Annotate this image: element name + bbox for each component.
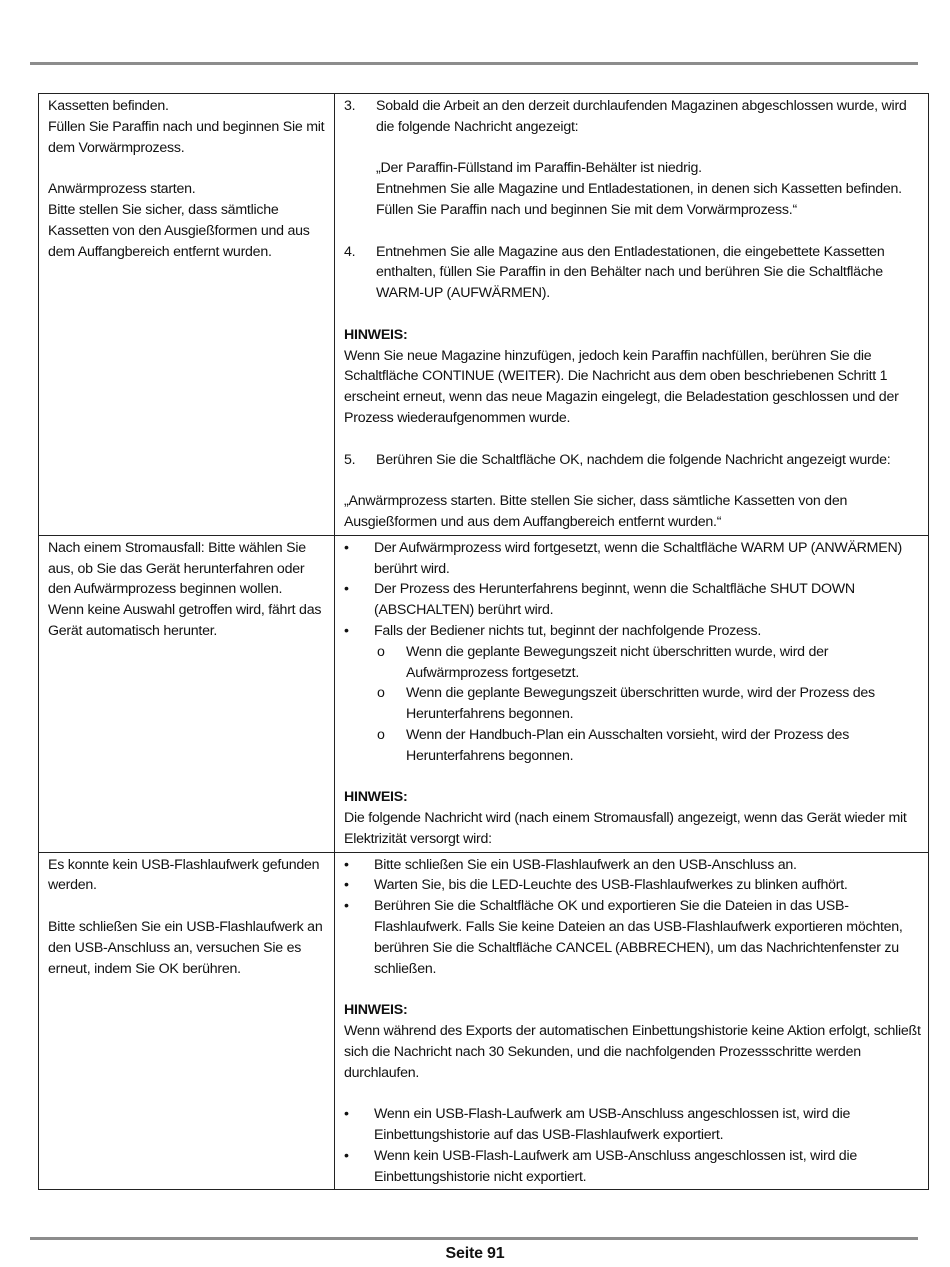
note-text: Die folgende Nachricht wird (nach einem Stromausfall) angezeigt, wenn das Gerät wieder mit Elektrizität versorgt wird: — [344, 810, 907, 847]
list-item — [374, 725, 922, 767]
list-item-text: Falls der Bediener nichts tut, beginnt der nachfolgende Prozess. — [374, 622, 762, 639]
note-title: HINWEIS: — [344, 1002, 408, 1019]
list-item-text: Bitte schließen Sie ein USB-Flashlaufwerk an den USB-Anschluss an. — [374, 856, 797, 873]
message-line: Bitte stellen Sie sicher, dass sämtliche Kassetten von den Ausgießformen und aus dem Auffangbereich entfernt wurden. — [48, 201, 310, 260]
message-line: Füllen Sie Paraffin nach und beginnen Sie mit dem Vorwärmprozess. — [48, 118, 325, 156]
table-row — [39, 94, 929, 536]
list-item-text: Berühren Sie die Schaltfläche OK und exportieren Sie die Dateien in das USB-Flashlaufwerk. Falls Sie keine Dateien an das USB-Flashlaufwerk exportieren möchten, berühren Sie die Schaltfläche CANCEL (ABBRECHEN), um das Nachrichtenfenster zu schließen. — [374, 898, 903, 977]
circle-bullet-icon: o — [377, 643, 385, 660]
list-item-text: Der Prozess des Herunterfahrens beginnt, wenn die Schaltfläche SHUT DOWN (ABSCHALTEN) berührt wird. — [374, 581, 855, 619]
bullet-icon: • — [344, 581, 349, 598]
footer-rule — [30, 1237, 918, 1240]
step-text: Entnehmen Sie alle Magazine aus den Entladestationen, die eingebettete Kassetten enthalten, füllen Sie Paraffin in den Behälter nach und berühren Sie die Schaltfläche WARM-UP (AUFWÄRMEN). — [376, 243, 885, 302]
message-line: Wenn keine Auswahl getroffen wird, fährt das Gerät automatisch herunter. — [48, 602, 322, 639]
spacer — [344, 221, 922, 242]
message-cell — [39, 852, 335, 1190]
quoted-message — [344, 158, 922, 220]
message-table — [38, 93, 929, 1190]
list-item — [344, 855, 922, 876]
bullet-icon: • — [344, 856, 349, 873]
header-rule — [30, 62, 918, 65]
list-item-text: Wenn kein USB-Flash-Laufwerk am USB-Anschluss angeschlossen ist, wird die Einbettungshistorie nicht exportiert. — [374, 1147, 857, 1185]
action-cell — [335, 94, 929, 536]
list-item — [344, 579, 922, 621]
list-item — [344, 1146, 922, 1188]
action-cell — [335, 535, 929, 852]
table-row — [39, 852, 929, 1190]
bullet-icon: • — [344, 622, 349, 639]
message-line: Kassetten befinden. — [48, 98, 169, 114]
bullet-list — [344, 855, 922, 980]
note-title: HINWEIS: — [344, 326, 408, 343]
quoted-line: Entnehmen Sie alle Magazine und Entladestationen, in denen sich Kassetten befinden. Füllen Sie Paraffin nach und beginnen Sie mit dem Vorwärmprozess.“ — [376, 181, 902, 218]
step-text: Sobald die Arbeit an den derzeit durchlaufenden Magazinen abgeschlossen wurde, wird die folgende Nachricht angezeigt: — [376, 98, 907, 135]
list-item — [344, 875, 922, 896]
circle-bullet-icon: o — [377, 685, 385, 702]
final-message: „Anwärmprozess starten. Bitte stellen Sie sicher, dass sämtliche Kassetten von den Ausgießformen und aus dem Auffangbereich entfernt wurden.“ — [344, 493, 848, 530]
step-item — [344, 450, 922, 471]
note-title: HINWEIS: — [344, 789, 408, 806]
spacer — [344, 138, 922, 159]
list-item-text: Wenn der Handbuch-Plan ein Ausschalten vorsieht, wird der Prozess des Herunterfahrens begonnen. — [406, 726, 850, 764]
sub-bullet-list — [344, 642, 922, 767]
note-text: Wenn während des Exports der automatischen Einbettungshistorie keine Aktion erfolgt, schließt sich die Nachricht nach 30 Sekunden, und die nachfolgenden Prozessschritte werden durchlaufen. — [344, 1023, 921, 1081]
spacer — [48, 158, 328, 179]
spacer — [344, 304, 922, 325]
list-item-text: Wenn die geplante Bewegungszeit überschritten wurde, wird der Prozess des Herunterfahrens begonnen. — [406, 685, 875, 723]
list-item — [374, 683, 922, 725]
step-item — [344, 96, 922, 138]
table-row — [39, 535, 929, 852]
message-line: Es konnte kein USB-Flashlaufwerk gefunden werden. — [48, 856, 320, 894]
bullet-icon: • — [344, 539, 349, 556]
list-item-text: Wenn ein USB-Flash-Laufwerk am USB-Anschluss angeschlossen ist, wird die Einbettungshistorie auf das USB-Flashlaufwerk exportiert. — [374, 1106, 851, 1144]
message-line: Anwärmprozess starten. — [48, 181, 196, 198]
bullet-list — [344, 1104, 922, 1187]
bullet-icon: • — [344, 1106, 349, 1123]
spacer — [344, 470, 922, 491]
spacer — [344, 767, 922, 788]
step-text: Berühren Sie die Schaltfläche OK, nachdem die folgende Nachricht angezeigt wurde: — [376, 451, 891, 468]
list-item — [344, 538, 922, 580]
list-item — [344, 1104, 922, 1146]
quoted-line: „Der Paraffin-Füllstand im Paraffin-Behälter ist niedrig. — [376, 160, 702, 177]
message-line: Nach einem Stromausfall: Bitte wählen Sie aus, ob Sie das Gerät herunterfahren oder den Aufwärmprozess beginnen wollen. — [48, 539, 306, 598]
list-item — [344, 896, 922, 979]
spacer — [344, 429, 922, 450]
list-item — [374, 642, 922, 684]
step-item — [344, 242, 922, 304]
circle-bullet-icon: o — [377, 726, 385, 743]
list-item-text: Wenn die geplante Bewegungszeit nicht überschritten wurde, wird der Aufwärmprozess fortgesetzt. — [406, 643, 829, 681]
page-number: Seite 91 — [445, 1245, 505, 1262]
bullet-list — [344, 538, 922, 642]
bullet-icon: • — [344, 877, 349, 894]
bullet-icon: • — [344, 898, 349, 915]
step-number: 4. — [344, 243, 356, 260]
message-line: Bitte schließen Sie ein USB-Flashlaufwerk an den USB-Anschluss an, versuchen Sie es erneut, indem Sie OK berühren. — [48, 919, 323, 977]
bullet-icon: • — [344, 1147, 349, 1164]
message-cell — [39, 94, 335, 536]
list-item-text: Warten Sie, bis die LED-Leuchte des USB-Flashlaufwerkes zu blinken aufhört. — [374, 877, 848, 894]
note-text: Wenn Sie neue Magazine hinzufügen, jedoch kein Paraffin nachfüllen, berühren Sie die Schaltfläche CONTINUE (WEITER). Die Nachricht aus dem oben beschriebenen Schritt 1 erscheint erneut, wenn das neue Magazin eingelegt, die Beladestation geschlossen und der Prozess wiederaufgenommen wurde. — [344, 347, 899, 426]
spacer — [344, 979, 922, 1000]
step-number: 3. — [344, 98, 356, 114]
list-item — [344, 621, 922, 642]
spacer — [344, 1083, 922, 1104]
list-item-text: Der Aufwärmprozess wird fortgesetzt, wenn die Schaltfläche WARM UP (ANWÄRMEN) berührt wird. — [374, 539, 902, 577]
spacer — [48, 896, 328, 917]
message-cell — [39, 535, 335, 852]
action-cell — [335, 852, 929, 1190]
step-number: 5. — [344, 451, 356, 468]
